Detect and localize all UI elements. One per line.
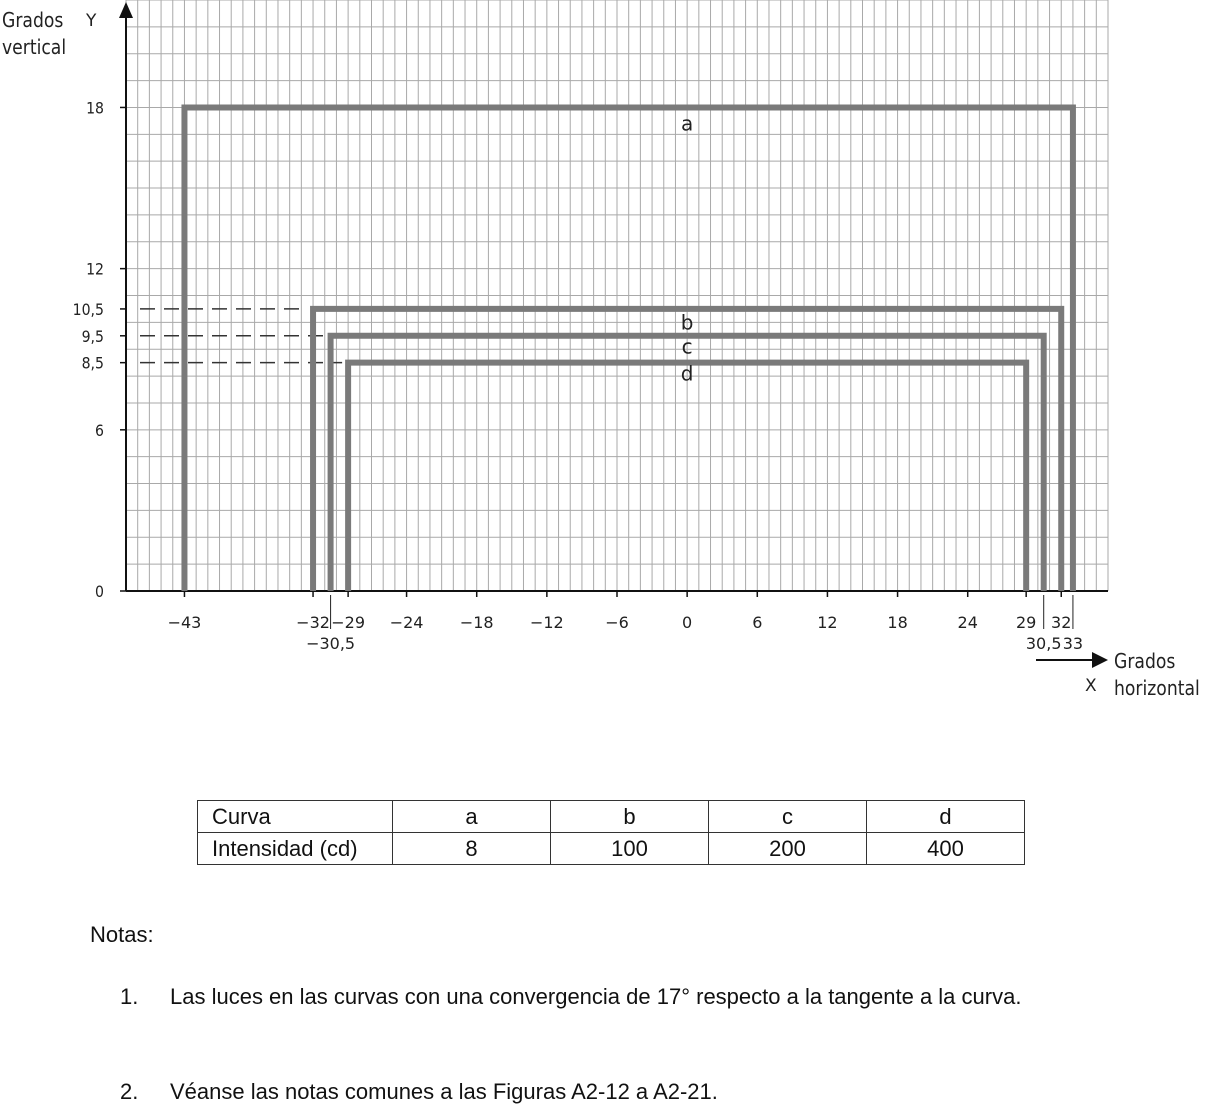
grid	[126, 0, 1108, 591]
y-tick-label: 8,5	[81, 353, 104, 373]
y-tick-label: 6	[95, 420, 104, 441]
x-axis-letter: X	[1085, 676, 1097, 696]
note-text: Las luces en las curvas con una convergencia de 17° respecto a la tangente a la curva.	[170, 984, 1022, 1009]
y-tick-label: 10,5	[72, 300, 104, 320]
note-number: 1.	[120, 984, 139, 1009]
x-tick-label: 32	[1051, 613, 1072, 632]
x-tick-label: 18	[887, 613, 908, 632]
table-header-row	[198, 801, 1025, 833]
table-cell: Intensidad (cd)	[198, 833, 393, 865]
x-tick-label: 0	[682, 613, 693, 632]
y-tick-label: 18	[86, 98, 104, 118]
x-axis-label-line2: horizontal	[1114, 676, 1200, 700]
table-row	[198, 833, 1025, 865]
series-label-c: c	[681, 334, 693, 359]
note-number: 2.	[120, 1079, 139, 1104]
x-tick-label: 30,5	[1025, 634, 1062, 653]
x-tick-label: 24	[957, 613, 978, 632]
y-axis-arrowhead	[119, 2, 133, 18]
series-label-d: d	[680, 361, 694, 386]
table-cell: 200	[709, 833, 867, 865]
x-axis-arrowhead	[1092, 652, 1108, 668]
table-cell: 400	[867, 833, 1025, 865]
series-label-a: a	[681, 111, 694, 136]
table-cell: c	[709, 801, 867, 833]
x-tick-label: 33	[1062, 634, 1084, 653]
x-tick-label: 29	[1015, 613, 1037, 632]
x-tick-label: −18	[459, 613, 494, 632]
x-axis-label-line1: Grados	[1114, 649, 1176, 673]
y-axis-letter: Y	[86, 11, 97, 31]
x-tick-label: −6	[605, 613, 629, 632]
x-tick-label: −29	[331, 613, 366, 632]
x-tick-label: −12	[529, 613, 564, 632]
x-tick-label: −24	[389, 613, 424, 632]
x-tick-label: −43	[167, 613, 202, 632]
x-tick-label: 12	[817, 613, 838, 632]
y-tick-label: 9,5	[81, 326, 104, 347]
notes-title: Notas:	[90, 922, 154, 947]
table-cell: b	[551, 801, 709, 833]
series-label-b: b	[680, 310, 694, 335]
note-text: Véanse las notas comunes a las Figuras A2-12 a A2-21.	[170, 1079, 718, 1104]
table-cell: d	[867, 801, 1025, 833]
y-axis-label-line2: vertical	[2, 35, 67, 59]
table-cell: a	[393, 801, 551, 833]
x-tick-label: 6	[752, 613, 763, 632]
y-tick-label: 0	[95, 582, 104, 602]
y-tick-label: 12	[86, 259, 104, 279]
x-tick-label: −32	[296, 613, 330, 632]
intensity-table	[197, 800, 1025, 865]
x-tick-label: −30,5	[306, 634, 356, 653]
table-cell: 8	[393, 833, 551, 865]
table-cell: Curva	[198, 801, 393, 833]
y-axis-label-line1: Grados	[2, 8, 64, 32]
table-cell: 100	[551, 833, 709, 865]
